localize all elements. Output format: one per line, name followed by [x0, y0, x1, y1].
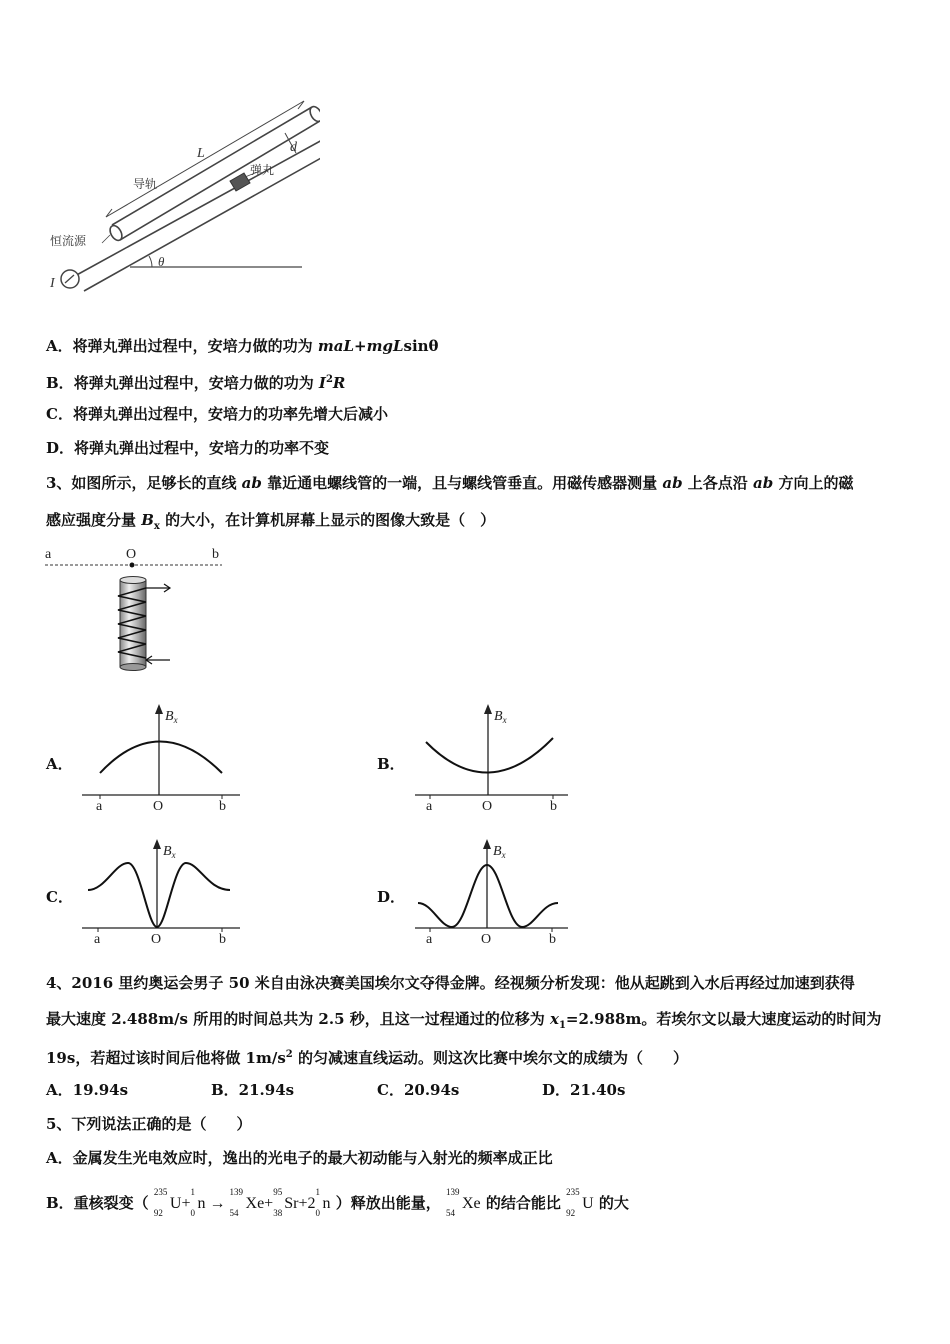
solenoid-figure	[40, 540, 240, 675]
q4-option-a: A．19.94s	[46, 1081, 129, 1099]
nuclide-n-2: 1 0 n	[315, 1187, 331, 1218]
tick-b: b	[219, 799, 226, 814]
tick-o: O	[153, 799, 164, 814]
tick-a: a	[94, 932, 101, 947]
tick-o: O	[482, 799, 493, 814]
label-theta: θ	[158, 254, 165, 269]
tick-a: a	[96, 799, 103, 814]
graph-a	[80, 700, 245, 815]
q4-option-b: B．21.94s	[211, 1081, 295, 1099]
graph-d	[410, 835, 575, 950]
graph-b	[410, 700, 575, 815]
tick-a: a	[426, 932, 433, 947]
q5-option-a: A．金属发生光电效应时，逸出的光电子的最大初动能与入射光的频率成正比	[46, 1149, 553, 1167]
q2-option-a: A．将弹丸弹出过程中，安培力做的功为 maL+mgLsinθ	[46, 337, 439, 355]
graph-c	[80, 835, 245, 950]
solenoid-label-o: O	[126, 547, 137, 562]
length-dimension	[106, 101, 304, 217]
curve-b	[426, 738, 553, 773]
q2-option-b: B．将弹丸弹出过程中，安培力做的功为 $I^2R$	[46, 374, 346, 392]
q3-option-c-label: C．	[46, 888, 73, 906]
q4-stem-line1: 4、2016 里约奥运会男子 50 米自由泳决赛美国埃尔文夺得金牌。经视频分析发现：他从起跳到入水后再经过加速到获得	[46, 974, 855, 992]
nuclide-sr95: 95 38 Sr	[273, 1187, 299, 1218]
axis-B: $B_x$	[494, 709, 507, 725]
q3-option-b-label: B．	[377, 755, 405, 773]
upper-rail	[108, 105, 320, 243]
nuclide-u235-b: 235 92 U	[566, 1187, 594, 1218]
q2-option-c: C．将弹丸弹出过程中，安培力的功率先增大后减小	[46, 405, 388, 423]
axis-B: $B_x$	[163, 844, 176, 860]
q3-stem-line1: 3、如图所示，足够长的直线 ab 靠近通电螺线管的一端，且与螺线管垂直。用磁传感器测量 ab 上各点沿 ab 方向上的磁	[46, 474, 854, 492]
q3-option-d-label: D．	[377, 888, 406, 906]
curve-d	[418, 865, 558, 927]
q4-option-c: C．20.94s	[377, 1081, 460, 1099]
q4-stem-line3: 19s，若超过该时间后他将做 $1m/s^2$ 的匀减速直线运动。则这次比赛中埃尔文的成绩为（ ）	[46, 1049, 688, 1067]
label-bullet: 弹丸	[250, 163, 275, 177]
q4-stem-line2: 最大速度 2.488m/s 所用的时间总共为 2.5 秒，且这一过程通过的位移为 $x_1=2.988m$。若埃尔文以最大速度运动的时间为	[46, 1010, 882, 1031]
axis-B: $B_x$	[493, 844, 506, 860]
nuclide-n: 1 0 n	[190, 1187, 206, 1218]
axis-B: $B_x$	[165, 709, 178, 725]
tick-o: O	[151, 932, 162, 947]
q5-option-b: B．重核裂变（ 235 92 U+ 1 0 n → 139 54 Xe+ 95 38 Sr+2 1 0 n ）释放出能量， 139 54 Xe 的结合能比 235 92 U 的大	[46, 1187, 629, 1218]
nuclide-xe139-b: 139 54 Xe	[445, 1187, 481, 1218]
q4-option-d: D．21.40s	[542, 1081, 626, 1099]
q3-stem-line2: 感应强度分量 $B_x$ 的大小，在计算机屏幕上显示的图像大致是（ ）	[46, 511, 496, 532]
tick-o: O	[481, 932, 492, 947]
rail-gun-figure	[40, 95, 320, 300]
label-d: d	[290, 140, 297, 155]
curve-a	[100, 742, 222, 774]
tick-b: b	[549, 932, 556, 947]
label-source: 恒流源	[50, 234, 87, 248]
solenoid-label-a: a	[45, 547, 52, 562]
tick-b: b	[550, 799, 557, 814]
nuclide-u235: 235 92 U	[153, 1187, 182, 1218]
tick-b: b	[219, 932, 226, 947]
q3-option-a-label: A．	[46, 755, 73, 773]
label-I: I	[50, 276, 55, 291]
solenoid-label-b: b	[212, 547, 219, 562]
nuclide-xe139: 139 54 Xe	[229, 1187, 265, 1218]
q5-stem: 5、下列说法正确的是（ ）	[46, 1115, 252, 1133]
tick-a: a	[426, 799, 433, 814]
curve-c	[88, 863, 230, 927]
label-L: L	[197, 146, 205, 161]
label-rail: 导轨	[133, 177, 158, 191]
q2-option-d: D．将弹丸弹出过程中，安培力的功率不变	[46, 439, 330, 457]
